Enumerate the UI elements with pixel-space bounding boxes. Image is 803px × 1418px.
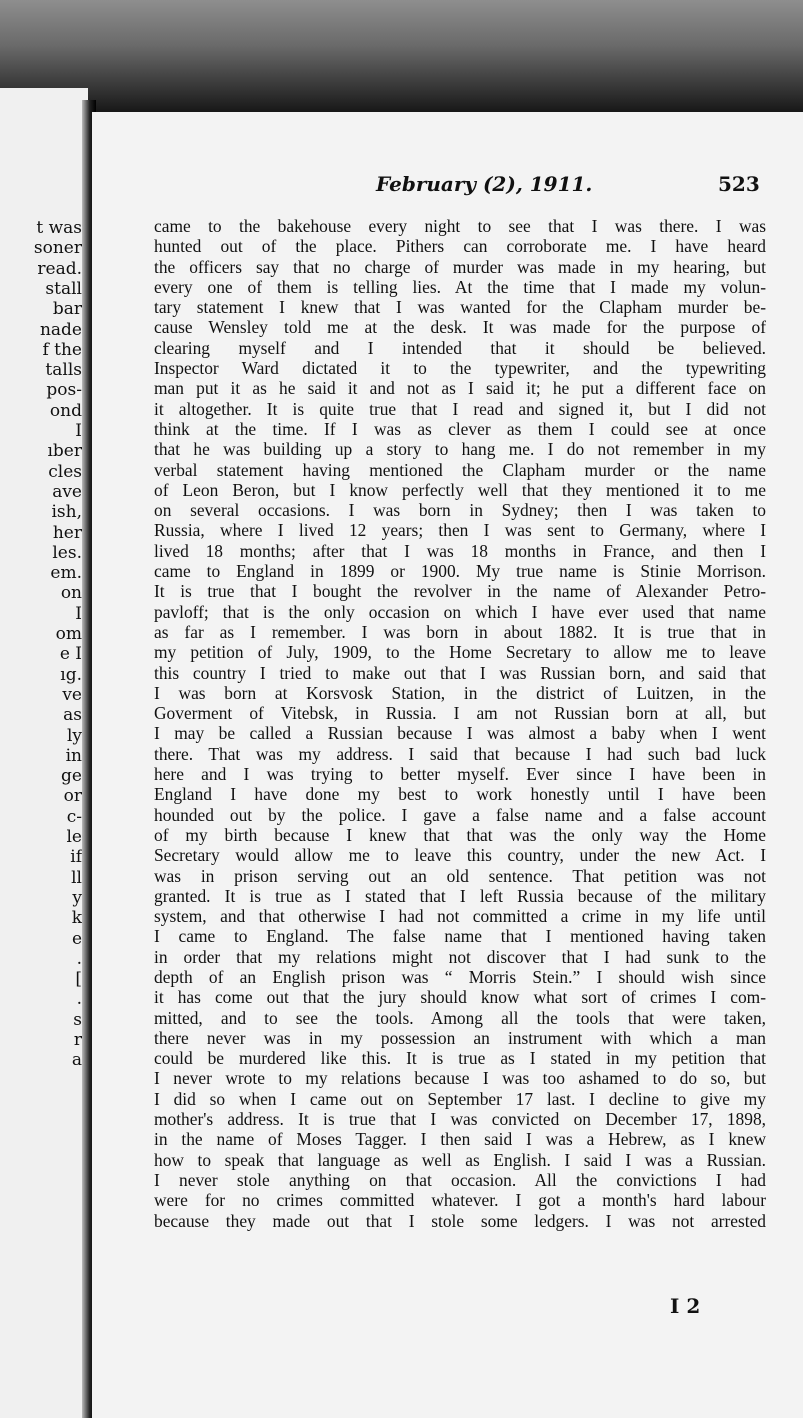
facing-page-fragment: [ [75, 969, 82, 990]
facing-page-fragment: s [73, 1009, 82, 1030]
body-text [154, 216, 766, 1231]
text-line: I came to England. The false name that I mentioned having taken [154, 926, 766, 947]
facing-page-fragment: ll [71, 867, 82, 888]
text-line: every one of them is telling lies. At the time that I made my volun- [154, 276, 766, 297]
facing-page-fragment: . [76, 989, 82, 1010]
facing-page-fragment: f the [42, 339, 82, 360]
text-line: mitted, and to see the tools. Among all the tools that were taken, [154, 1007, 766, 1028]
facing-page-fragment: r [73, 1030, 82, 1050]
text-line: Inspector Ward dictated it to the typewriter, and the typewriting [154, 358, 766, 379]
text-line: it altogether. It is quite true that I read and signed it, but I did not [154, 398, 766, 419]
text-line: in the name of Moses Tagger. I then said I was a Hebrew, as I knew [154, 1129, 766, 1150]
text-line: could be murdered like this. It is true as I stated in my petition that [154, 1048, 766, 1069]
text-line: came to the bakehouse every night to see that I was there. I was [154, 216, 766, 236]
text-line: I never stole anything on that occasion. All the convictions I had [154, 1169, 766, 1190]
facing-page-fragment: ond [49, 400, 82, 421]
facing-page-fragment: in [65, 745, 82, 766]
running-head: February (2), 1911. [376, 172, 593, 196]
text-line: tary statement I knew that I was wanted for the Clapham murder be- [154, 297, 766, 318]
text-line: here and I was trying to better myself. Ever since I have been in [154, 764, 766, 785]
text-line: I never wrote to my relations because I was too ashamed to do so, but [154, 1068, 766, 1089]
text-line: was in prison serving out an old sentence. That petition was not [154, 865, 766, 886]
facing-page-fragment: I [75, 603, 82, 624]
text-line: the officers say that no charge of murder was made in my hearing, but [154, 256, 766, 277]
facing-page-fragment: pos- [46, 380, 82, 401]
text-line: man put it as he said it and not as I said it; he put a different face on [154, 378, 766, 399]
text-line: were for no crimes committed whatever. I got a month's hard labour [154, 1190, 766, 1211]
text-line: I did so when I came out on September 17 last. I decline to give my [154, 1088, 766, 1109]
text-line: hounded out by the police. I gave a false name and a false account [154, 804, 766, 825]
facing-page-fragment: soner [33, 238, 82, 259]
facing-page-fragment: her [52, 522, 82, 543]
text-line: in order that my relations might not discover that I had sunk to the [154, 946, 766, 967]
text-line: of my birth because I knew that that was the only way the Home [154, 824, 766, 845]
facing-page-fragment: k [71, 908, 82, 929]
text-line: how to speak that language as well as English. I said I was a Russian. [154, 1149, 766, 1170]
facing-page-fragment: t was [36, 218, 82, 238]
facing-page-fragment: les. [52, 542, 82, 563]
text-line: pavloff; that is the only occasion on which I have ever used that name [154, 601, 766, 622]
text-line: depth of an English prison was “ Morris Stein.” I should wish since [154, 966, 766, 987]
text-line: Goverment of Vitebsk, in Russia. I am not Russian born at all, but [154, 703, 766, 724]
text-line: it has come out that the jury should know what sort of crimes I com- [154, 987, 766, 1008]
text-line: of Leon Beron, but I know perfectly well that they mentioned it to me [154, 479, 766, 500]
facing-page-fragment: ve [62, 684, 82, 705]
text-line: I may be called a Russian because I was almost a baby when I went [154, 723, 766, 744]
text-line: as far as I remember. I was born in about 1882. It is true that in [154, 621, 766, 642]
text-line: there never was in my possession an instrument with which a man [154, 1027, 766, 1048]
text-line: I was born at Korsvosk Station, in the district of Luitzen, in the [154, 682, 766, 703]
text-line: hunted out of the place. Pithers can corroborate me. I have heard [154, 236, 766, 257]
text-line: mother's address. It is true that I was convicted on December 17, 1898, [154, 1109, 766, 1130]
text-line: system, and that otherwise I had not committed a crime in my life until [154, 906, 766, 927]
background-top [0, 0, 803, 130]
facing-page-fragment: ıber [47, 441, 82, 462]
text-line: that he was building up a story to hang me. I do not remember in my [154, 439, 766, 460]
facing-page-fragment: or [63, 786, 82, 807]
facing-page-fragment: ave [52, 481, 82, 502]
facing-page-fragment: em. [50, 563, 82, 584]
facing-page-fragment: y [72, 887, 82, 908]
facing-page-fragment: le [66, 827, 82, 847]
text-line: think at the time. If I was as clever as them I could see at once [154, 418, 766, 439]
facing-page-fragment: a [71, 1050, 82, 1071]
text-line: England I have done my best to work honestly until I have been [154, 784, 766, 805]
facing-page-edge [0, 88, 88, 1418]
text-line: verbal statement having mentioned the Clapham murder or the name [154, 459, 766, 480]
signature-mark: I 2 [670, 1294, 701, 1318]
facing-page-fragment: read. [37, 258, 82, 279]
text-line: cause Wensley told me at the desk. It was made for the purpose of [154, 317, 766, 338]
facing-page-fragment: if [70, 847, 82, 868]
facing-page-fragment: e I [59, 644, 82, 665]
facing-page-fragment: bar [52, 299, 82, 320]
text-line: It is true that I bought the revolver in the name of Alexander Petro- [154, 581, 766, 602]
text-line: Secretary would allow me to leave this country, under the new Act. I [154, 845, 766, 866]
facing-page-fragment: ish, [51, 502, 82, 523]
facing-page-fragment: . [76, 948, 82, 969]
facing-page-fragment: on [60, 583, 82, 604]
facing-page-fragment: e [71, 928, 82, 949]
page-number: 523 [718, 172, 760, 196]
text-line: this country I tried to make out that I was Russian born, and said that [154, 662, 766, 683]
text-line: clearing myself and I intended that it should be believed. [154, 337, 766, 358]
text-line: granted. It is true as I stated that I left Russia because of the military [154, 885, 766, 906]
text-line: Russia, where I lived 12 years; then I was sent to Germany, where I [154, 520, 766, 541]
text-line: came to England in 1899 or 1900. My true name is Stinie Morrison. [154, 561, 766, 582]
facing-page-fragment: cles [48, 461, 82, 482]
facing-page-fragment: ıg. [60, 664, 82, 685]
facing-page-fragment: ly [66, 725, 82, 746]
facing-page-fragment: c- [66, 806, 82, 827]
facing-page-fragment: I [75, 421, 82, 441]
facing-page-fragment: ge [61, 766, 82, 787]
text-line: on several occasions. I was born in Sydney; then I was taken to [154, 500, 766, 521]
facing-page-fragment: nade [39, 319, 82, 340]
text-line: because they made out that I stole some ledgers. I was not arrested [154, 1210, 766, 1231]
text-line: my petition of July, 1909, to the Home Secretary to allow me to leave [154, 642, 766, 663]
facing-page-fragment: stall [45, 278, 82, 299]
text-line: there. That was my address. I said that because I had such bad luck [154, 743, 766, 764]
facing-page-fragment: om [55, 624, 82, 644]
facing-page-fragment: as [63, 705, 82, 726]
text-line: lived 18 months; after that I was 18 months in France, and then I [154, 540, 766, 561]
facing-page-fragment: talls [45, 360, 82, 381]
